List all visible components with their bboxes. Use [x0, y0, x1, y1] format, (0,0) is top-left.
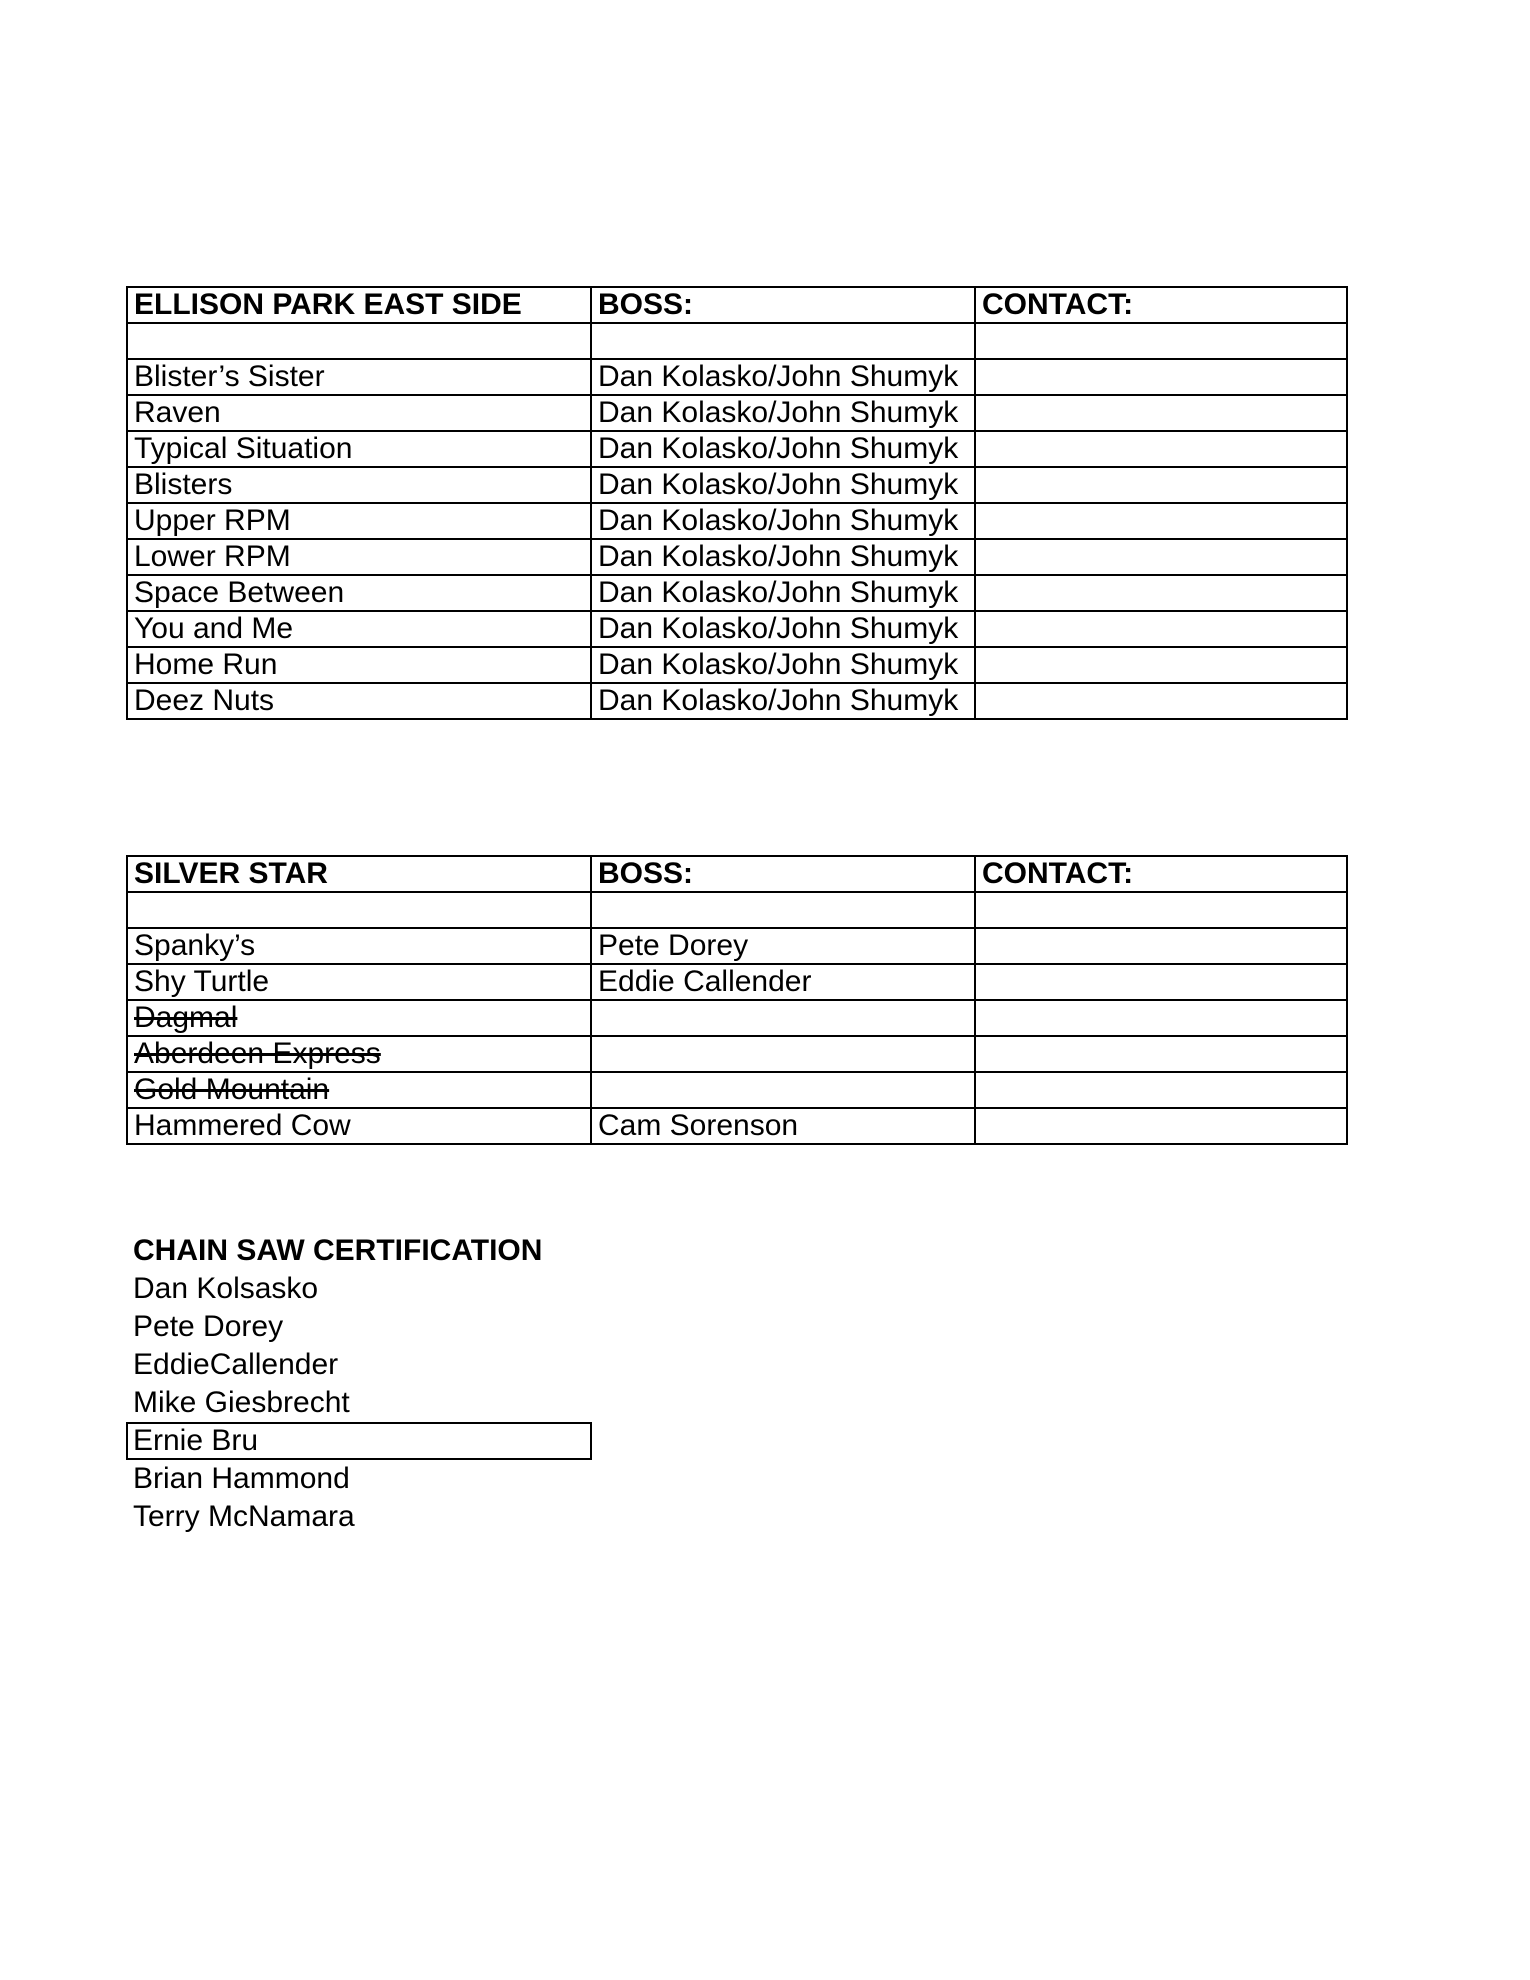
silver-star-table [126, 855, 1348, 1145]
table-row [127, 575, 1347, 611]
certified-name: Mike Giesbrecht [133, 1386, 350, 1419]
area-name-cell-struck: Aberdeen Express [127, 1036, 591, 1072]
area-name-cell: Deez Nuts [127, 683, 591, 719]
boss-cell: Eddie Callender [591, 964, 975, 1000]
contact-cell [975, 431, 1347, 467]
table-row [127, 359, 1347, 395]
table-row [127, 928, 1347, 964]
table-cell [975, 323, 1347, 359]
table-row [127, 539, 1347, 575]
table-row [127, 1000, 1347, 1036]
area-name-cell-struck: Dagmal [127, 1000, 591, 1036]
boss-cell: Dan Kolasko/John Shumyk [591, 683, 975, 719]
contact-cell [975, 359, 1347, 395]
table-row [127, 647, 1347, 683]
contact-cell [975, 683, 1347, 719]
chain-saw-certification-list [126, 1232, 726, 1536]
boss-cell: Dan Kolasko/John Shumyk [591, 467, 975, 503]
contact-cell [975, 503, 1347, 539]
blank-row [127, 323, 1347, 359]
table-cell [591, 892, 975, 928]
certified-name: Terry McNamara [133, 1500, 355, 1533]
table-row [127, 964, 1347, 1000]
boss-cell [591, 1000, 975, 1036]
area-name-cell: Space Between [127, 575, 591, 611]
boss-cell: Pete Dorey [591, 928, 975, 964]
certified-name: Dan Kolsasko [133, 1272, 319, 1305]
boss-cell: Dan Kolasko/John Shumyk [591, 647, 975, 683]
silver-star-title: SILVER STAR [127, 856, 591, 892]
table-cell [975, 892, 1347, 928]
contact-cell [975, 467, 1347, 503]
area-name-cell: Typical Situation [127, 431, 591, 467]
boss-cell: Dan Kolasko/John Shumyk [591, 503, 975, 539]
area-name-cell: You and Me [127, 611, 591, 647]
contact-cell [975, 539, 1347, 575]
table-cell [127, 323, 591, 359]
table-row [127, 395, 1347, 431]
table-cell [127, 892, 591, 928]
area-name-cell: Lower RPM [127, 539, 591, 575]
contact-cell [975, 575, 1347, 611]
area-name-cell: Home Run [127, 647, 591, 683]
boss-cell: Dan Kolasko/John Shumyk [591, 431, 975, 467]
contact-cell [975, 1036, 1347, 1072]
boss-header: BOSS: [591, 287, 975, 323]
certified-name: EddieCallender [133, 1348, 339, 1381]
table-row [127, 467, 1347, 503]
area-name-cell-struck: Gold Mountain [127, 1072, 591, 1108]
boss-cell: Dan Kolasko/John Shumyk [591, 359, 975, 395]
contact-cell [975, 928, 1347, 964]
table-row [127, 1072, 1347, 1108]
contact-cell [975, 395, 1347, 431]
area-name-cell: Blisters [127, 467, 591, 503]
contact-cell [975, 1072, 1347, 1108]
contact-header: CONTACT: [975, 287, 1347, 323]
ellison-park-title: ELLISON PARK EAST SIDE [127, 287, 591, 323]
boss-cell: Dan Kolasko/John Shumyk [591, 611, 975, 647]
area-name-cell: Hammered Cow [127, 1108, 591, 1144]
boss-header: BOSS: [591, 856, 975, 892]
table-header-row [127, 287, 1347, 323]
area-name-cell: Raven [127, 395, 591, 431]
boss-cell: Dan Kolasko/John Shumyk [591, 539, 975, 575]
contact-cell [975, 964, 1347, 1000]
table-cell [591, 323, 975, 359]
table-row [127, 503, 1347, 539]
table-row [127, 683, 1347, 719]
area-name-cell: Spanky’s [127, 928, 591, 964]
contact-cell [975, 1108, 1347, 1144]
boss-cell [591, 1036, 975, 1072]
boss-cell: Cam Sorenson [591, 1108, 975, 1144]
table-row [127, 1036, 1347, 1072]
area-name-cell: Upper RPM [127, 503, 591, 539]
table-row [127, 1108, 1347, 1144]
certification-title: CHAIN SAW CERTIFICATION [133, 1234, 543, 1267]
table-row [127, 431, 1347, 467]
boss-cell: Dan Kolasko/John Shumyk [591, 575, 975, 611]
contact-cell [975, 611, 1347, 647]
contact-header: CONTACT: [975, 856, 1347, 892]
table-header-row [127, 856, 1347, 892]
contact-cell [975, 647, 1347, 683]
blank-row [127, 892, 1347, 928]
area-name-cell: Blister’s Sister [127, 359, 591, 395]
area-name-cell: Shy Turtle [127, 964, 591, 1000]
ellison-park-table [126, 286, 1348, 720]
contact-cell [975, 1000, 1347, 1036]
boss-cell [591, 1072, 975, 1108]
certified-name: Pete Dorey [133, 1310, 284, 1343]
table-row [127, 611, 1347, 647]
certified-name-boxed: Ernie Bru [126, 1422, 592, 1460]
certified-name: Brian Hammond [133, 1462, 350, 1495]
boss-cell: Dan Kolasko/John Shumyk [591, 395, 975, 431]
